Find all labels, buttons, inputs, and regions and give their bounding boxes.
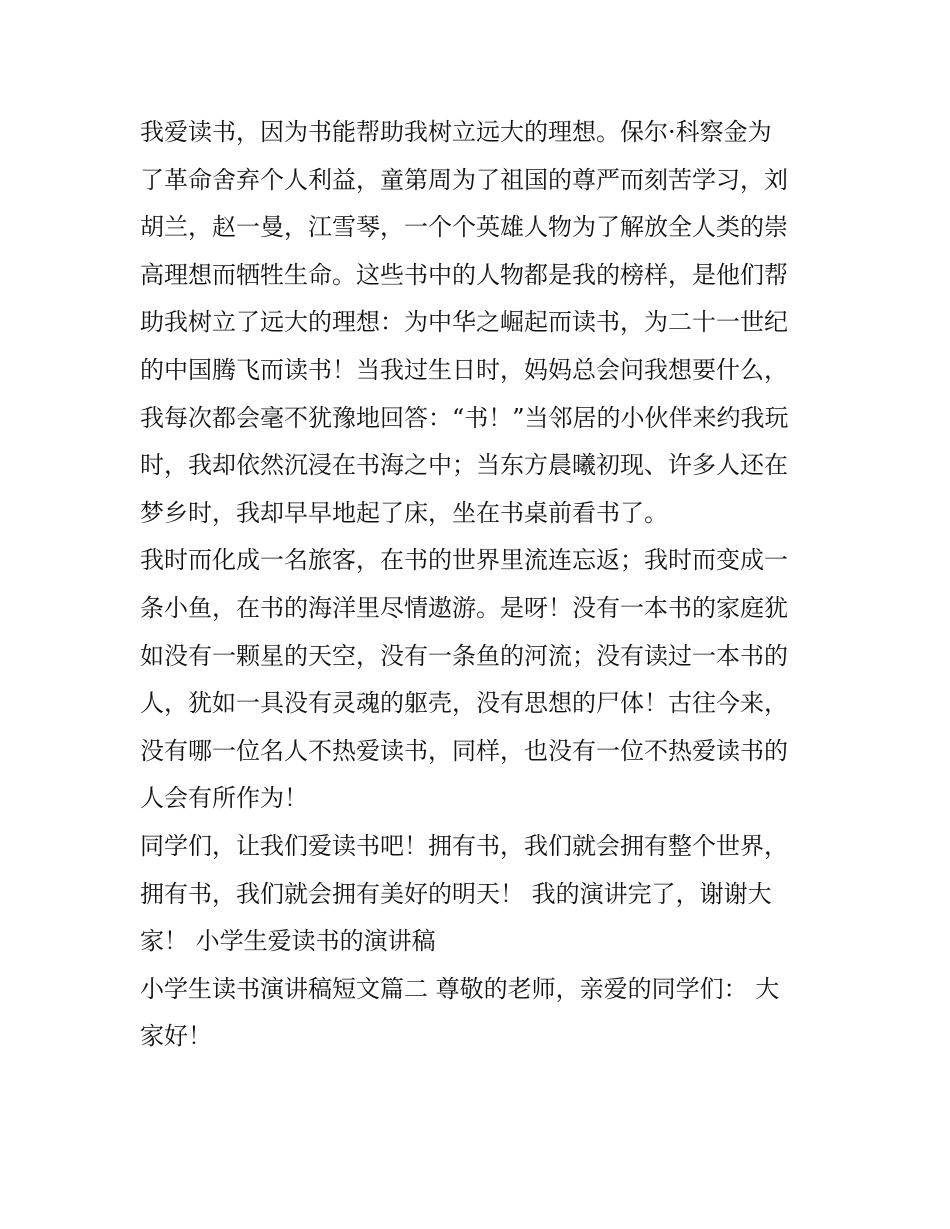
text-line: 如没有一颗星的天空，没有一条鱼的河流；没有读过一本书的 [140, 641, 788, 670]
text-line: 家！ 小学生爱读书的演讲稿 [140, 927, 436, 956]
text-line: 家好！ [140, 1022, 212, 1051]
paragraph-3 [140, 823, 820, 966]
paragraph-2 [140, 537, 820, 823]
paragraph-4 [140, 966, 820, 1061]
text-line: 没有哪一位名人不热爱读书，同样，也没有一位不热爱读书的 [140, 736, 788, 765]
text-line: 人，犹如一具没有灵魂的躯壳，没有思想的尸体！古往今来， [140, 689, 788, 718]
text-line: 时，我却依然沉浸在书海之中；当东方晨曦初现、许多人还在 [140, 451, 788, 480]
text-line: 助我树立了远大的理想：为中华之崛起而读书，为二十一世纪 [140, 308, 788, 337]
text-line: 的中国腾飞而读书！当我过生日时，妈妈总会问我想要什么， [140, 355, 788, 384]
document-body [140, 109, 820, 1061]
paragraph-1 [140, 109, 820, 537]
text-line: 了革命舍弃个人利益，童第周为了祖国的尊严而刻苦学习，刘 [140, 165, 788, 194]
text-line: 我每次都会毫不犹豫地回答：“书！”当邻居的小伙伴来约我玩 [140, 403, 789, 432]
text-line: 我爱读书，因为书能帮助我树立远大的理想。保尔·科察金为 [140, 118, 772, 146]
text-line: 我时而化成一名旅客，在书的世界里流连忘返；我时而变成一 [140, 546, 788, 575]
text-line: 小学生读书演讲稿短文篇二 尊敬的老师，亲爱的同学们： 大 [140, 974, 780, 1003]
text-line: 同学们，让我们爱读书吧！拥有书，我们就会拥有整个世界， [140, 831, 788, 860]
text-line: 胡兰，赵一曼，江雪琴，一个个英雄人物为了解放全人类的崇 [140, 213, 788, 242]
text-line: 拥有书，我们就会拥有美好的明天！ 我的演讲完了，谢谢大 [140, 879, 772, 908]
text-line: 高理想而牺牲生命。这些书中的人物都是我的榜样，是他们帮 [140, 260, 788, 289]
text-line: 梦乡时，我却早早地起了床，坐在书桌前看书了。 [140, 498, 668, 527]
text-line: 条小鱼，在书的海洋里尽情遨游。是呀！没有一本书的家庭犹 [140, 593, 788, 622]
text-line: 人会有所作为！ [140, 784, 308, 813]
